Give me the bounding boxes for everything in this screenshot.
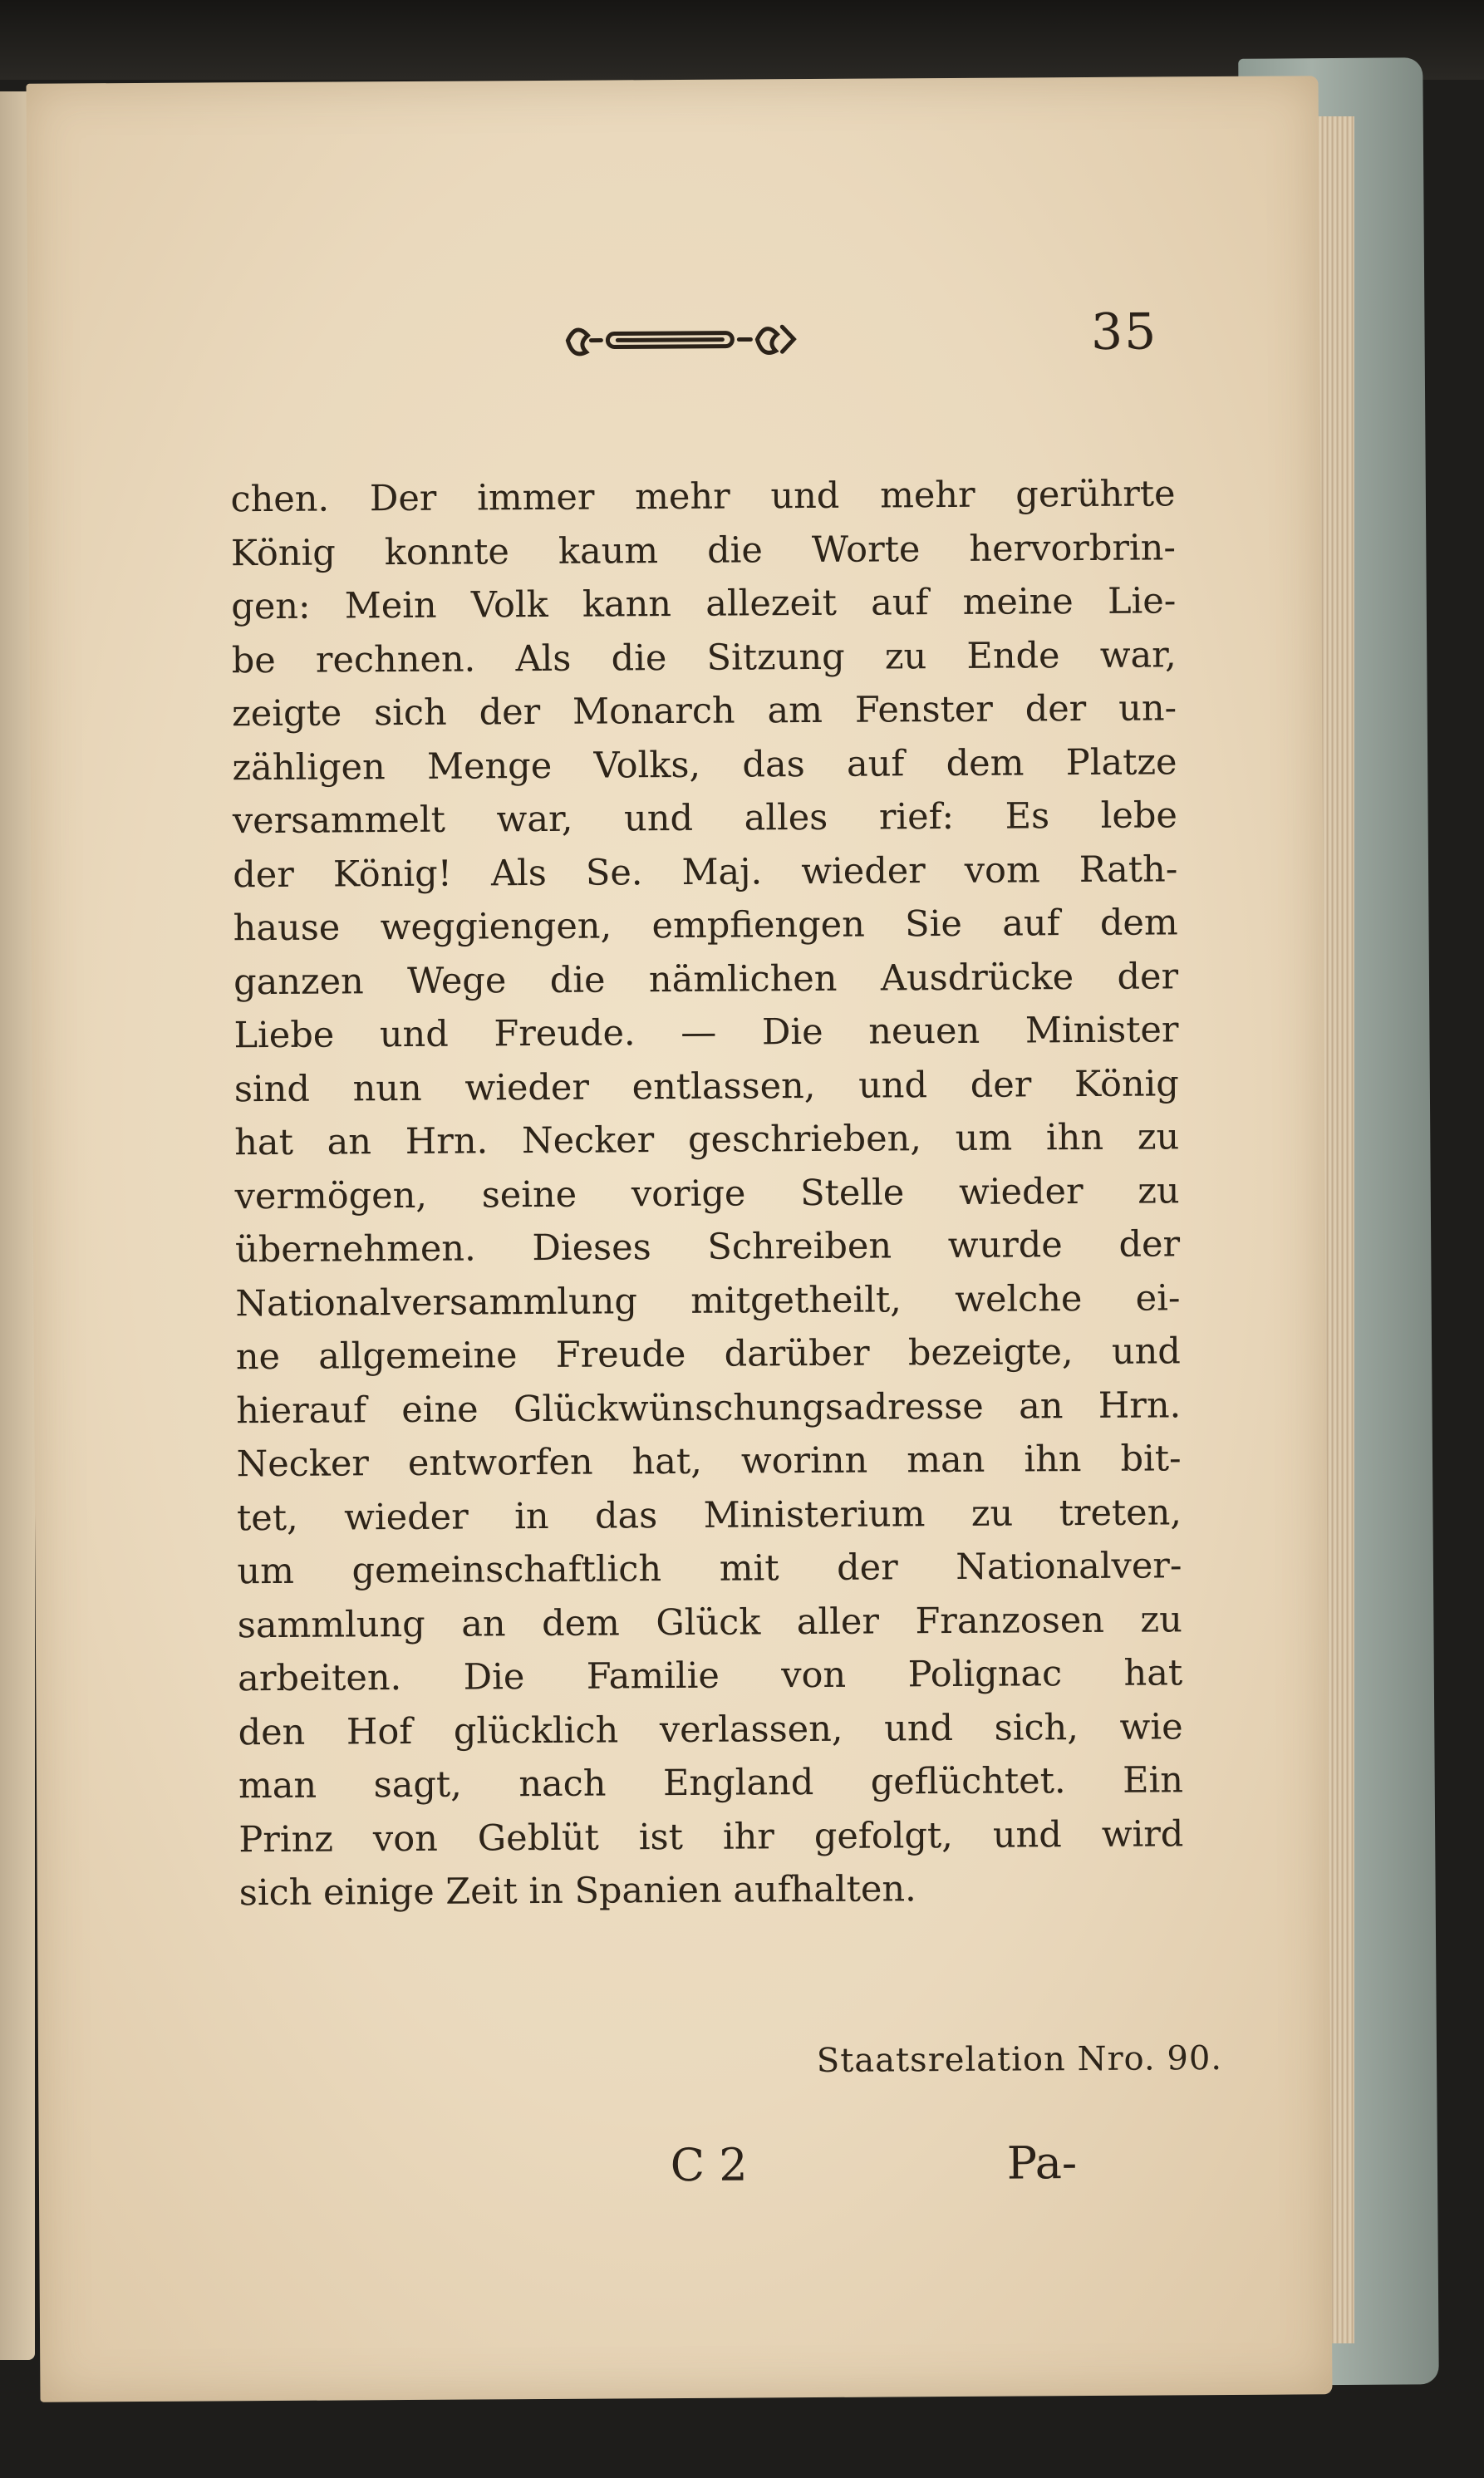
text-line: versammelt war, und alles rief: Es lebe <box>232 794 1178 843</box>
catchword: Pa- <box>1006 2136 1078 2190</box>
text-line: vermögen, seine vorige Stelle wieder zu <box>234 1169 1180 1217</box>
text-line: um gemeinschaftlich mit der Nationalver- <box>237 1545 1182 1593</box>
text-line: sind nun wieder entlassen, und der König <box>233 1062 1180 1110</box>
signature-mark: C 2 <box>670 2138 748 2192</box>
text-line: hierauf eine Glückwünschungsadresse an Hrn. <box>236 1384 1182 1432</box>
text-line: hause weggiengen, empfiengen Sie auf dem <box>233 902 1178 950</box>
text-line: sich einige Zeit in Spanien aufhalten. <box>238 1868 916 1915</box>
text-line: hat an Hrn. Necker geschrieben, um ihn zu <box>234 1116 1180 1164</box>
text-line: sammlung an dem Glück aller Franzosen zu <box>237 1598 1182 1646</box>
text-line: ne allgemeine Freude darüber bezeigte, und <box>235 1330 1181 1379</box>
text-line: tet, wieder in das Ministerium zu treten, <box>236 1491 1182 1539</box>
source-citation: Staatsrelation Nro. 90. <box>816 2039 1223 2081</box>
text-line: man sagt, nach England geflüchtet. Ein <box>238 1759 1184 1807</box>
page-header <box>559 302 1158 381</box>
text-line: gen: Mein Volk kann allezeit auf meine Lie- <box>231 580 1177 628</box>
body-text <box>230 467 1184 1920</box>
text-line: Prinz von Geblüt ist ihr gefolgt, und wird <box>238 1812 1184 1861</box>
text-line: be rechnen. Als die Sitzung zu Ende war, <box>231 633 1177 681</box>
page-number: 35 <box>1090 302 1158 361</box>
text-line: König konnte kaum die Worte hervorbrin- <box>230 526 1177 574</box>
book-page <box>26 76 1332 2402</box>
text-line: ganzen Wege die nämlichen Ausdrücke der <box>233 955 1179 1003</box>
text-line: Liebe und Freude. — Die neuen Minister <box>233 1009 1179 1057</box>
text-line: zeigte sich der Monarch am Fenster der un- <box>231 687 1177 735</box>
printers-ornament-icon <box>559 310 833 370</box>
text-line: Nationalversammlung mitgetheilt, welche ei- <box>235 1276 1181 1325</box>
text-line: arbeiten. Die Familie von Polignac hat <box>238 1652 1183 1700</box>
text-line: Necker entworfen hat, worinn man ihn bit- <box>236 1438 1182 1486</box>
text-line: chen. Der immer mehr und mehr gerührte <box>230 473 1176 521</box>
text-line: den Hof glücklich verlassen, und sich, wie <box>238 1705 1183 1753</box>
text-line: übernehmen. Dieses Schreiben wurde der <box>234 1223 1181 1271</box>
text-line: zähligen Menge Volks, das auf dem Platze <box>232 740 1177 789</box>
text-line: der König! Als Se. Maj. wieder vom Rath- <box>233 848 1178 896</box>
